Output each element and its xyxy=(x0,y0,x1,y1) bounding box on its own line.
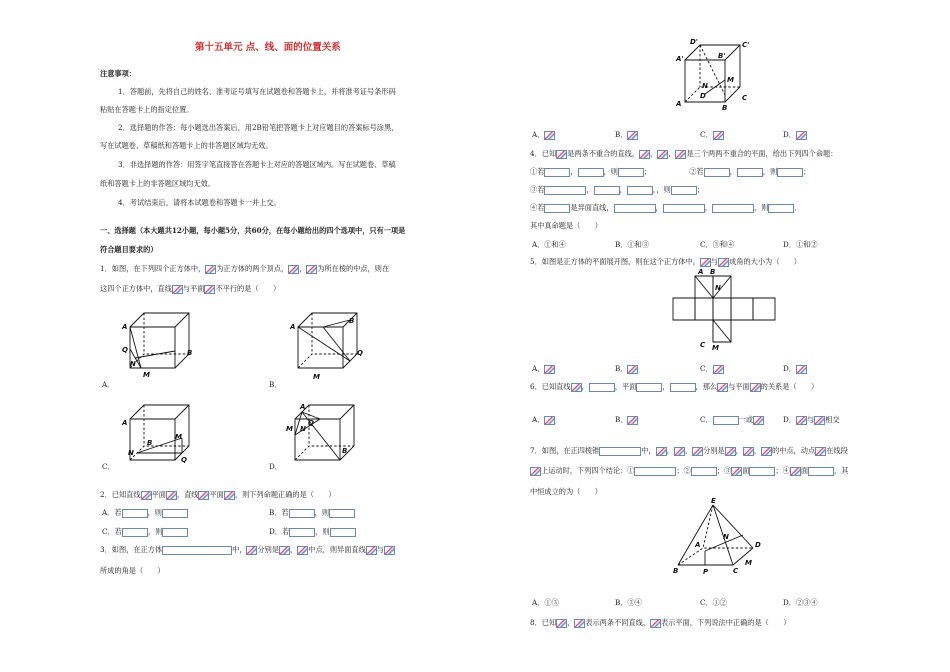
question-1-line-2: 这四个正方体中，直线 与平面 不平行的是（ ） xyxy=(100,284,281,293)
formula-image xyxy=(691,467,717,476)
vertex-label: E xyxy=(711,497,716,505)
q2-option-a[interactable]: A．若 ，则 xyxy=(102,508,188,518)
vertex-label: B xyxy=(673,567,679,575)
question-6: 6．已知直线 ， ，平面 ， ，那么 与平面 的关系是（ ） xyxy=(530,382,819,391)
option-label[interactable]: B． xyxy=(269,380,282,389)
formula-image xyxy=(594,186,620,195)
formula-image xyxy=(172,285,183,294)
notice-line: 粘贴在答题卡上的指定位置。 xyxy=(100,105,194,114)
q6-option-a[interactable]: A． xyxy=(532,415,555,425)
question-8: 8．已知 ， 表示两条不同直线， 表示平面，下列说法中正确的是（ ） xyxy=(530,618,791,627)
formula-image xyxy=(749,467,775,476)
vertex-label: C' xyxy=(742,41,750,49)
question-3-cont: 所成的角是（ ） xyxy=(100,566,165,575)
cube-figure-1 xyxy=(122,313,195,379)
formula-image xyxy=(246,546,257,555)
q7-option-c[interactable]: C．①② xyxy=(700,598,728,607)
formula-image xyxy=(663,204,705,213)
formula-image xyxy=(777,168,803,177)
formula-image xyxy=(657,150,668,159)
question-7-line-1: 7．如图，在正四棱锥 中， ， ， 分别是 ， ， 的中点，动点 在线段 xyxy=(530,446,848,455)
q4-prop-4: ④若 是异面直线， ， ， ，则 ． xyxy=(530,203,802,212)
formula-image xyxy=(589,383,615,392)
vertex-label: A xyxy=(698,268,704,276)
formula-image xyxy=(329,509,355,518)
formula-image xyxy=(544,168,570,177)
q4-option-d[interactable]: D．①和② xyxy=(783,240,818,249)
option-label[interactable]: D． xyxy=(269,462,282,471)
q6-option-b[interactable]: B． xyxy=(615,415,638,425)
formula-image xyxy=(198,491,209,500)
vertex-label: M xyxy=(175,433,182,441)
q5-option-a[interactable]: A． xyxy=(532,364,555,374)
formula-image xyxy=(544,365,555,374)
formula-image xyxy=(544,186,586,195)
formula-image xyxy=(796,416,807,425)
formula-image xyxy=(671,186,697,195)
q7-option-b[interactable]: B．③④ xyxy=(615,598,642,607)
section-heading: 符合题目要求的） xyxy=(100,245,158,254)
formula-image xyxy=(675,150,686,159)
question-1-line-1: 1．如图，在下列四个正方体中， 为正方体的两个顶点， ， 为所在棱的中点，则在 xyxy=(100,264,390,273)
formula-image xyxy=(713,365,724,374)
vertex-label: N xyxy=(300,425,306,433)
cube-figure-2 xyxy=(290,313,363,381)
formula-image xyxy=(556,619,567,628)
formula-image xyxy=(634,467,676,476)
vertex-label: D' xyxy=(690,38,698,46)
formula-image xyxy=(627,416,638,425)
notice-line: 4．考试结束后，请将本试题卷和答题卡一并上交。 xyxy=(118,198,281,207)
vertex-label: B xyxy=(349,317,355,325)
formula-image xyxy=(808,467,834,476)
vertex-label: A xyxy=(290,323,296,331)
page-title: 第十五单元 点、线、面的位置关系 xyxy=(195,42,341,53)
question-2: 2．已知直线 平面 ，直线 平面 ，则下列命题正确的是（ ） xyxy=(100,490,336,499)
formula-image xyxy=(556,150,567,159)
formula-image xyxy=(670,383,696,392)
formula-image xyxy=(713,131,724,140)
vertex-label: Q xyxy=(122,346,128,354)
q3-option-d[interactable]: D． xyxy=(783,130,807,140)
question-7-line-3: 中恒成立的为（ ） xyxy=(530,487,602,496)
q4-option-c[interactable]: C．③和④ xyxy=(700,240,735,249)
question-4: 4．已知 是两条不重合的直线， ， ， 是三个两两不重合的平面，给出下列四个命题： xyxy=(530,149,838,158)
formula-image xyxy=(718,258,729,267)
formula-image xyxy=(627,186,653,195)
vertex-label: P xyxy=(703,568,709,576)
vertex-label: C xyxy=(733,567,739,575)
formula-image xyxy=(166,491,177,500)
formula-image xyxy=(224,491,235,500)
formula-image xyxy=(815,447,826,456)
vertex-label: M xyxy=(313,373,320,381)
formula-image xyxy=(796,131,807,140)
q4-prop-1-2: ①若 ， ，则 ； ②若 ， ，则 ； xyxy=(530,167,811,176)
formula-image xyxy=(650,619,661,628)
formula-image xyxy=(790,467,801,476)
formula-image xyxy=(330,528,356,537)
formula-image xyxy=(761,447,772,456)
formula-image xyxy=(656,447,667,456)
formula-image xyxy=(289,528,315,537)
formula-image xyxy=(571,383,582,392)
vertex-label: D xyxy=(755,541,761,549)
formula-image xyxy=(725,447,736,456)
section-heading: 一、选择题（本大题共12小题，每小题5分，共60分，在每小题给出的四个选项中，只有一项是 xyxy=(100,226,406,235)
notice-line: 写在试题卷、草稿纸和答题卡上的非答题区域均无效。 xyxy=(100,141,273,150)
q3-cube-figure xyxy=(676,38,760,112)
vertex-label: B xyxy=(147,439,153,447)
vertex-label: N xyxy=(130,360,136,368)
q3-option-a[interactable]: A． xyxy=(532,130,555,140)
q3-option-b[interactable]: B． xyxy=(615,130,638,140)
formula-image xyxy=(544,131,555,140)
formula-image xyxy=(578,168,604,177)
formula-image xyxy=(366,546,377,555)
vertex-label: A xyxy=(300,403,306,411)
formula-image xyxy=(289,509,315,518)
formula-image xyxy=(627,365,638,374)
formula-image xyxy=(636,383,662,392)
q5-option-d[interactable]: D． xyxy=(783,364,807,374)
formula-image xyxy=(530,467,541,476)
q5-option-c[interactable]: C． xyxy=(700,364,724,374)
notice-line: 1．答题前，先将自己的姓名、准考证号填写在试题卷和答题卡上，并将准考证号条形码 xyxy=(118,87,396,96)
vertex-label: C xyxy=(742,94,748,102)
q7-option-a[interactable]: A．①③ xyxy=(532,598,559,607)
formula-image xyxy=(814,416,825,425)
vertex-label: B xyxy=(722,104,728,112)
formula-image xyxy=(704,168,730,177)
vertex-label: M xyxy=(745,559,752,567)
q6-option-c[interactable]: C． 一或 xyxy=(700,415,764,425)
formula-image xyxy=(204,285,215,294)
vertex-label: B' xyxy=(718,52,726,60)
pyramid-figure xyxy=(673,497,765,576)
formula-image xyxy=(162,528,188,537)
notice-line: 2．选择题的作答：每小题选出答案后，用2B铅笔把答题卡上对应题目的答案标号涂黑， xyxy=(118,123,399,132)
formula-image xyxy=(674,447,685,456)
vertex-label: A xyxy=(695,541,701,549)
notice-heading: 注意事项： xyxy=(100,69,136,78)
vertex-label: N xyxy=(715,284,721,292)
question-7-line-2: 上运动时，下列四个结论：① ；② ；③ 面 ；④ 面 ，其 xyxy=(530,466,848,476)
vertex-label: D xyxy=(700,92,706,100)
vertex-label: Q xyxy=(308,419,314,427)
formula-image xyxy=(384,546,395,555)
formula-image xyxy=(737,168,763,177)
vertex-label: Q xyxy=(181,456,187,464)
q2-option-c[interactable]: C．若 ，则 xyxy=(102,527,188,537)
vertex-label: N xyxy=(128,449,134,457)
q7-option-d[interactable]: D．②③④ xyxy=(783,598,818,607)
vertex-label: Q xyxy=(357,349,363,357)
option-label[interactable]: C． xyxy=(102,462,115,471)
notice-line: 3．非选择题的作答：用签字笔直接答在答题卡上对应的答题区域内。写在试题卷、草稿 xyxy=(118,160,396,169)
vertex-label: N xyxy=(723,533,729,541)
vertex-label: C xyxy=(700,341,706,349)
cube-net-figure xyxy=(670,268,790,352)
formula-image xyxy=(618,168,644,177)
formula-image xyxy=(122,509,148,518)
formula-image xyxy=(692,447,703,456)
formula-image xyxy=(297,546,308,555)
q4-option-b[interactable]: B．①和③ xyxy=(615,240,650,249)
formula-image xyxy=(743,447,754,456)
formula-image xyxy=(599,447,641,456)
formula-image xyxy=(768,204,794,213)
formula-image xyxy=(288,265,299,274)
formula-image xyxy=(205,265,216,274)
vertex-label: B xyxy=(342,447,348,455)
q3-option-c[interactable]: C． xyxy=(700,130,724,140)
vertex-label: B xyxy=(187,349,193,357)
formula-image xyxy=(796,365,807,374)
formula-image xyxy=(712,204,754,213)
notice-line: 纸和答题卡上的非答题区域均无效。 xyxy=(100,179,216,188)
question-5: 5．如图是正方体的平面展开图，则在这个正方体中， 与 成角的大小为（ ） xyxy=(530,257,801,266)
cube-figure-4 xyxy=(286,403,360,465)
cube-figure-3 xyxy=(122,405,195,465)
formula-image xyxy=(700,258,711,267)
option-label[interactable]: A． xyxy=(102,380,115,389)
formula-image xyxy=(162,546,232,555)
vertex-label: A xyxy=(122,323,128,331)
question-3: 3．如图，在正方体 中， 分别是 ， 中点，则异面直线 与 xyxy=(100,545,395,555)
vertex-label: A xyxy=(676,100,682,108)
formula-image xyxy=(306,265,317,274)
vertex-label: M xyxy=(712,344,719,352)
formula-image xyxy=(753,416,764,425)
vertex-label: A xyxy=(122,419,128,427)
q4-prop-3: ③若 ， ， ，，则 ； xyxy=(530,185,704,194)
formula-image xyxy=(750,383,761,392)
formula-image xyxy=(141,491,152,500)
vertex-label: B xyxy=(710,268,716,276)
vertex-label: M xyxy=(727,76,734,84)
q4-option-a[interactable]: A．①和④ xyxy=(532,240,566,249)
formula-image xyxy=(162,509,188,518)
q5-option-b[interactable]: B． xyxy=(615,364,638,374)
formula-image xyxy=(731,467,742,476)
q2-option-d[interactable]: D．若 ，则 xyxy=(269,527,356,537)
formula-image xyxy=(544,204,570,213)
vertex-label: N xyxy=(702,82,708,90)
formula-image xyxy=(627,131,638,140)
formula-image xyxy=(574,619,585,628)
vertex-label: A' xyxy=(676,55,684,63)
formula-image xyxy=(713,416,739,425)
q6-option-d[interactable]: D． 与 相交 xyxy=(783,415,840,424)
formula-image xyxy=(639,150,650,159)
q2-option-b[interactable]: B．若 ，则 xyxy=(269,508,355,518)
q4-ask: 其中真命题是（ ） xyxy=(530,221,602,230)
formula-image xyxy=(614,204,656,213)
formula-image xyxy=(279,546,290,555)
formula-image xyxy=(717,383,728,392)
vertex-label: M xyxy=(286,425,293,433)
formula-image xyxy=(544,416,555,425)
formula-image xyxy=(122,528,148,537)
vertex-label: M xyxy=(143,371,150,379)
